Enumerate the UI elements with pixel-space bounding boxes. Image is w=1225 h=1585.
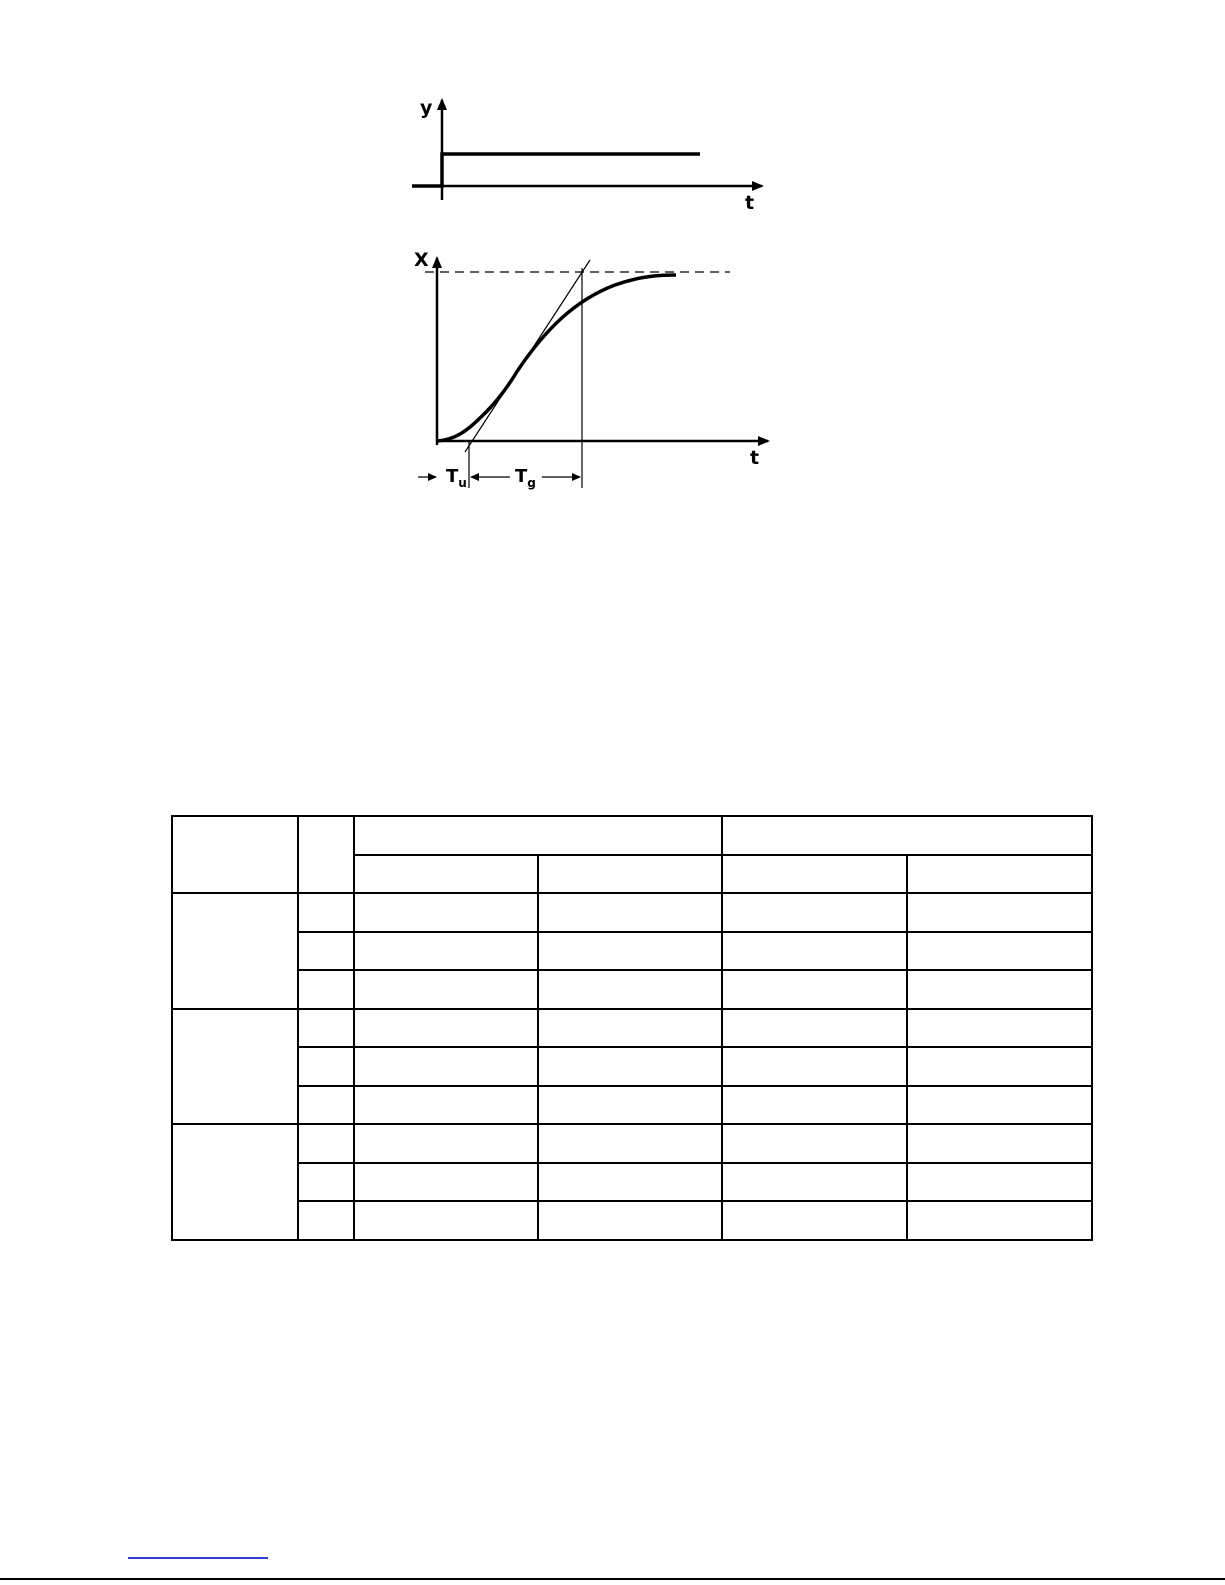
- table-cell: [538, 893, 722, 932]
- table-cell: [538, 1163, 722, 1202]
- header-cell: [298, 816, 354, 893]
- table-cell: [538, 970, 722, 1009]
- page-bottom-rule: [0, 1578, 1225, 1580]
- table-cell: [298, 893, 354, 932]
- table-row: [172, 1124, 1092, 1163]
- table-cell: [907, 932, 1092, 971]
- table-cell: [298, 932, 354, 971]
- table-cell: [354, 1163, 538, 1202]
- table-cell: [907, 970, 1092, 1009]
- group-label-cell: [172, 893, 298, 1009]
- table-cell: [907, 1009, 1092, 1048]
- table-cell: [298, 1047, 354, 1086]
- footnote-separator: [128, 1557, 268, 1559]
- table-cell: [354, 970, 538, 1009]
- table-cell: [538, 1047, 722, 1086]
- dead-time-label: $T_u$: [446, 466, 467, 490]
- input-step-signal: [412, 154, 700, 186]
- response-x-label: X: [414, 249, 429, 271]
- table-row: [172, 1009, 1092, 1048]
- table-cell: [298, 1163, 354, 1202]
- table-row: [172, 1086, 1092, 1125]
- table-cell: [722, 932, 907, 971]
- table-cell: [298, 1124, 354, 1163]
- response-t-label: t: [750, 447, 760, 469]
- table-header-row: [172, 816, 1092, 855]
- table-cell: [298, 1201, 354, 1240]
- table-row: [172, 1201, 1092, 1240]
- table-cell: [354, 932, 538, 971]
- table-cell: [538, 932, 722, 971]
- step-response-diagram: [0, 0, 1225, 520]
- subheader-cell: [538, 855, 722, 894]
- header-group-cell: [354, 816, 722, 855]
- subheader-cell: [907, 855, 1092, 894]
- table-cell: [907, 893, 1092, 932]
- table-row: [172, 1047, 1092, 1086]
- subheader-cell: [722, 855, 907, 894]
- table-cell: [907, 1124, 1092, 1163]
- group-label-cell: [172, 1124, 298, 1240]
- table-cell: [354, 1009, 538, 1048]
- header-cell: [172, 816, 298, 893]
- table-row: [172, 1163, 1092, 1202]
- table-row: [172, 970, 1092, 1009]
- table-cell: [538, 1009, 722, 1048]
- table-cell: [722, 970, 907, 1009]
- table-cell: [354, 1124, 538, 1163]
- table-cell: [298, 1009, 354, 1048]
- inflection-tangent-line: [465, 260, 590, 452]
- subheader-cell: [354, 855, 538, 894]
- group-label-cell: [172, 1009, 298, 1125]
- table-cell: [354, 1201, 538, 1240]
- response-curve: [437, 275, 676, 441]
- table-cell: [538, 1086, 722, 1125]
- table-cell: [298, 1086, 354, 1125]
- table-cell: [722, 1086, 907, 1125]
- table-cell: [298, 970, 354, 1009]
- table-cell: [722, 1163, 907, 1202]
- input-t-label: t: [745, 192, 755, 214]
- table-cell: [722, 1047, 907, 1086]
- table-row: [172, 893, 1092, 932]
- table-cell: [538, 1201, 722, 1240]
- rise-time-label: $T_g$: [515, 466, 536, 490]
- table-cell: [907, 1201, 1092, 1240]
- input-step-plot: [412, 97, 762, 214]
- table-cell: [722, 1201, 907, 1240]
- table-cell: [907, 1163, 1092, 1202]
- table-cell: [538, 1124, 722, 1163]
- table-row: [172, 932, 1092, 971]
- response-plot: [414, 249, 768, 490]
- parameter-table: [171, 815, 1093, 1241]
- table-cell: [354, 1086, 538, 1125]
- table-cell: [722, 1009, 907, 1048]
- header-group-cell: [722, 816, 1092, 855]
- table-cell: [907, 1086, 1092, 1125]
- table-cell: [907, 1047, 1092, 1086]
- table-cell: [354, 1047, 538, 1086]
- table-cell: [722, 1124, 907, 1163]
- input-y-label: y: [420, 97, 433, 119]
- table-cell: [722, 893, 907, 932]
- table-cell: [354, 893, 538, 932]
